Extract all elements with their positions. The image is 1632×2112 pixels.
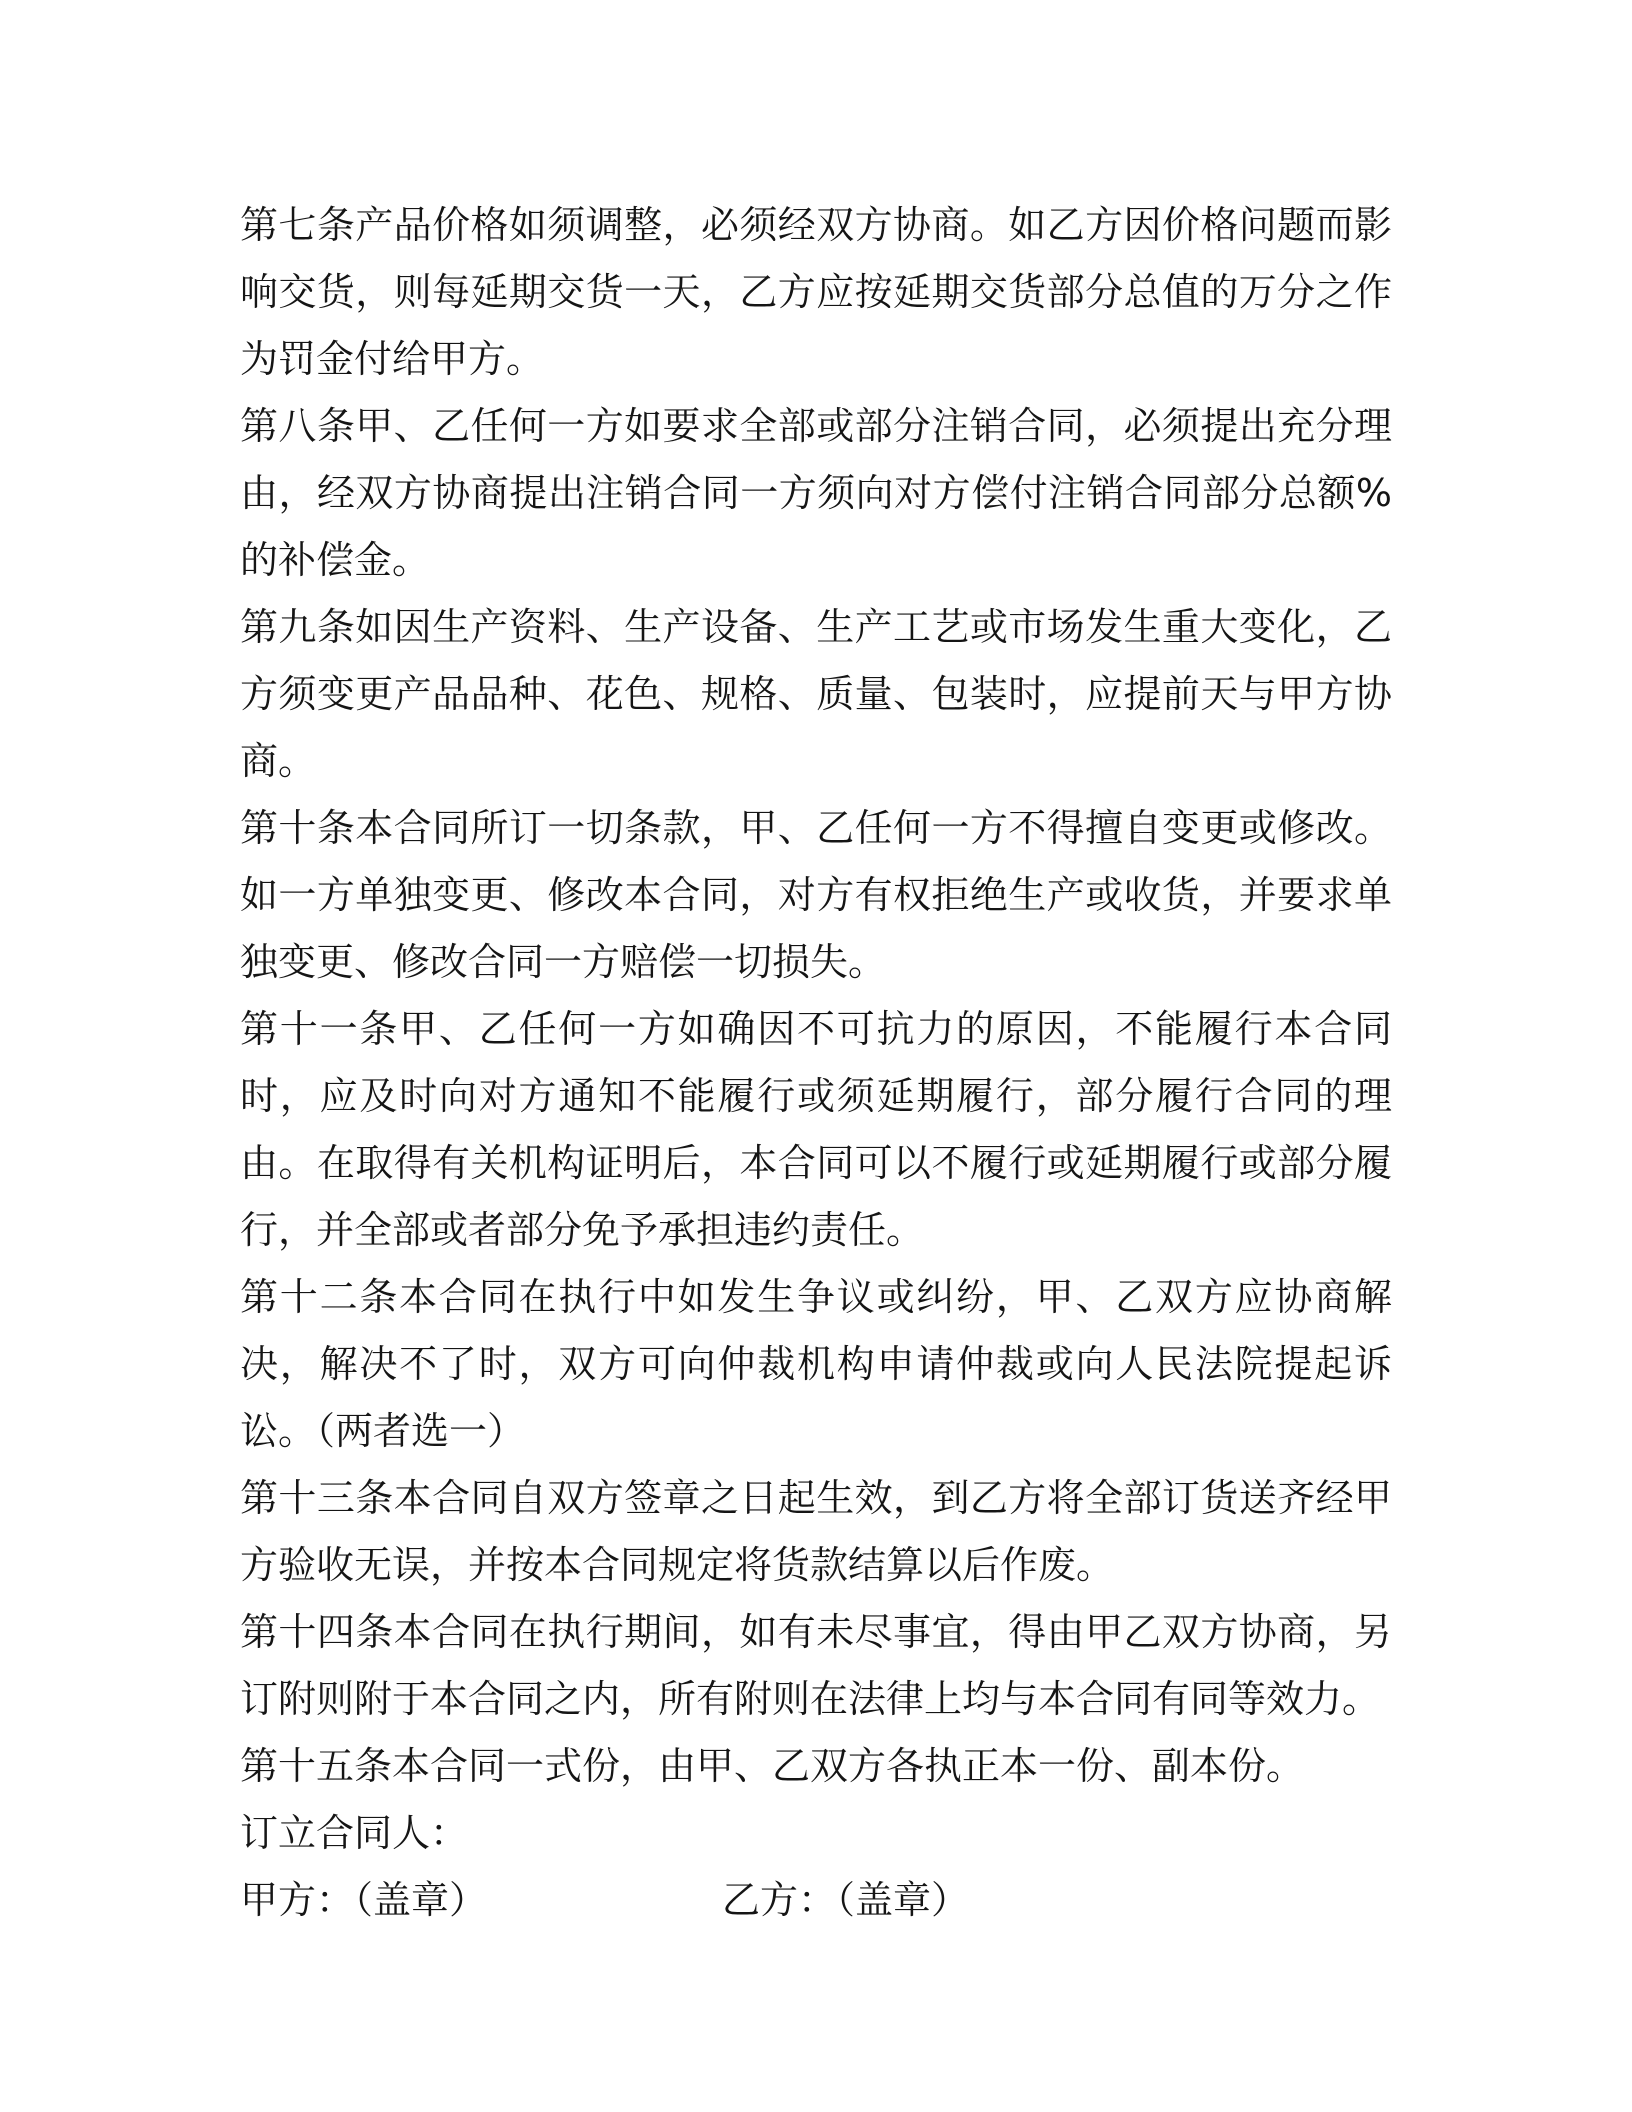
- contract-body: [240, 192, 1392, 1934]
- clause-10: 第十条本合同所订一切条款，甲、乙任何一方不得擅自变更或修改。如一方单独变更、修改本合同，对方有权拒绝生产或收货，并要求单独变更、修改合同一方赔偿一切损失。: [240, 806, 1392, 984]
- clause-15: 第十五条本合同一式份，由甲、乙双方各执正本一份、副本份。: [240, 1744, 1305, 1788]
- clause-12: 第十二条本合同在执行中如发生争议或纠纷，甲、乙双方应协商解决，解决不了时，双方可向仲裁机构申请仲裁或向人民法院提起诉讼。（两者选一）: [240, 1275, 1392, 1453]
- clause-14: 第十四条本合同在执行期间，如有未尽事宜，得由甲乙双方协商，另订附则附于本合同之内，所有附则在法律上均与本合同有同等效力。: [240, 1610, 1392, 1721]
- clause-13: 第十三条本合同自双方签章之日起生效，到乙方将全部订货送齐经甲方验收无误，并按本合同规定将货款结算以后作废。: [240, 1476, 1392, 1587]
- party-a-seal: 甲方：（盖章）: [240, 1878, 488, 1922]
- party-b-seal: 乙方：（盖章）: [722, 1878, 970, 1922]
- clause-9: 第九条如因生产资料、生产设备、生产工艺或市场发生重大变化，乙方须变更产品品种、花色、规格、质量、包装时，应提前天与甲方协商。: [240, 605, 1392, 783]
- clause-7: 第七条产品价格如须调整，必须经双方协商。如乙方因价格问题而影响交货，则每延期交货一天，乙方应按延期交货部分总值的万分之作为罚金付给甲方。: [240, 203, 1392, 381]
- clause-8: 第八条甲、乙任何一方如要求全部或部分注销合同，必须提出充分理由，经双方协商提出注销合同一方须向对方偿付注销合同部分总额%的补偿金。: [240, 404, 1392, 582]
- clause-11: 第十一条甲、乙任何一方如确因不可抗力的原因，不能履行本合同时，应及时向对方通知不能履行或须延期履行，部分履行合同的理由。在取得有关机构证明后，本合同可以不履行或延期履行或部分履行，并全部或者部分免予承担违约责任。: [240, 1007, 1392, 1252]
- signature-line: [240, 1867, 1392, 1934]
- signatory-label: 订立合同人：: [240, 1811, 469, 1855]
